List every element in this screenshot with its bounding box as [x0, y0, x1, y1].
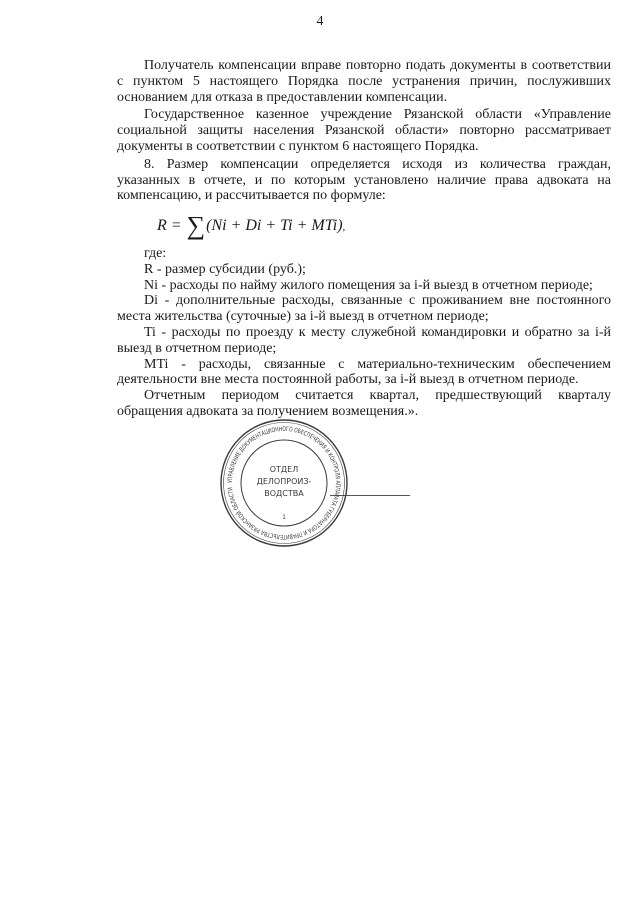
compensation-formula	[117, 211, 611, 241]
document-body	[117, 58, 611, 420]
formula-trailing: ,	[342, 221, 346, 234]
stamp-ring-text: УПРАВЛЕНИЕ ДОКУМЕНТАЦИОННОГО ОБЕСПЕЧЕНИЯ И КОНТРОЛЯ АППАРАТА ГУБЕРНАТОРА И ПРАВИТЕЛЬСТВА РЯЗАНСКОЙ ОБЛАСТИ	[226, 425, 342, 541]
where-label: где:	[144, 245, 167, 261]
definition-ni: Ni - расходы по найму жилого помещения за i-й выезд в отчетном периоде;	[144, 277, 593, 293]
paragraph-reporting-period: Отчетным периодом считается квартал, предшествующий кварталу обращения адвоката за получением возмещения.».	[117, 388, 611, 419]
page-number: 4	[316, 14, 324, 29]
stamp-center-line-3: ВОДСТВА	[264, 489, 304, 498]
formula-rhs: (Ni + Di + Ti + MTi)	[206, 217, 343, 235]
formula-sigma: ∑	[186, 211, 206, 241]
stamp-center-line-1: ОТДЕЛ	[269, 465, 299, 474]
paragraph-reconsideration: Государственное казенное учреждение Рязанской области «Управление социальной защиты населения Рязанской области» повторно рассматривает документы в соответствии с пунктом 6 настоящего Порядка.	[117, 107, 611, 154]
office-stamp	[218, 417, 350, 549]
stamp-number: 1	[282, 514, 286, 521]
definition-r: R - размер субсидии (руб.);	[144, 261, 306, 277]
formula-lhs: R =	[157, 217, 182, 235]
paragraph-resubmission: Получатель компенсации вправе повторно подать документы в соответствии с пунктом 5 настоящего Порядка после устранения причин, послуживших основанием для отказа в предоставлении компенсации.	[117, 58, 611, 105]
paragraph-compensation-size: 8. Размер компенсации определяется исходя из количества граждан, указанных в отчете, и по которым установлено наличие права адвоката на компенсацию, и рассчитывается по формуле:	[117, 156, 611, 204]
definition-di: Di - дополнительные расходы, связанные с проживанием вне постоянного места жительства (суточные) за i-й выезд в отчетном периоде;	[117, 293, 611, 325]
definition-ti: Ti - расходы по проезду к месту служебной командировки и обратно за i-й выезд в отчетном периоде;	[117, 324, 611, 356]
stamp-center-line-2: ДЕЛОПРОИЗ-	[256, 477, 312, 486]
definition-mti: MTi - расходы, связанные с материально-техническим обеспечением деятельности вне места постоянной работы, за i-й выезд в отчетном периоде.	[117, 356, 611, 388]
